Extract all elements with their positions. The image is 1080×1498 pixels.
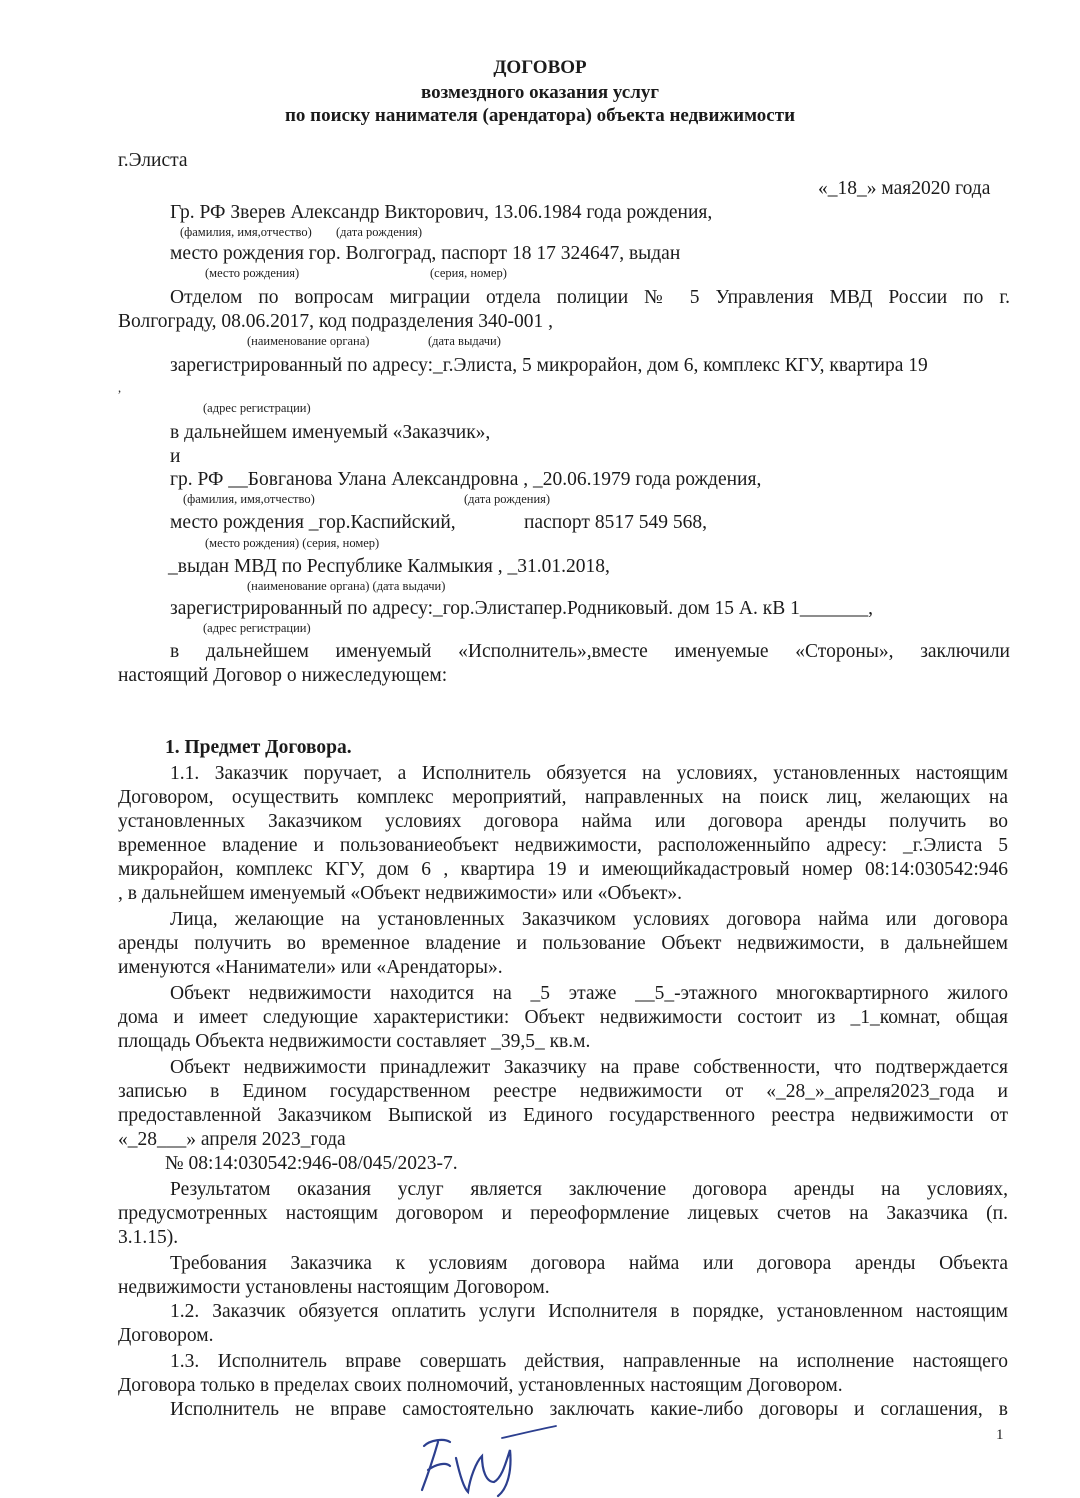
party1-hint-birthplace: (место рождения): [205, 266, 300, 280]
and-text: и: [170, 446, 181, 467]
party1-hint-passport: (серия, номер): [430, 266, 507, 280]
section1-line: предоставленной Заказчиком Выпиской из Единого государственного реестра недвижимости от: [118, 1105, 1008, 1126]
signature: [410, 1418, 560, 1498]
party2-line2b: паспорт 8517 549 568,: [524, 512, 707, 533]
section1-line: временное владение и пользованиеобъект недвижимости, расположенныйпо адресу: _г.Элиста 5: [118, 835, 1008, 856]
section1-line: установленных Заказчиком условиях договора найма или договора аренды получить во: [118, 811, 1008, 832]
party1-line3: Отделом по вопросам миграции отдела полиции № 5 Управления МВД России по г.: [170, 287, 1010, 308]
section1-line: 3.1.15).: [118, 1227, 179, 1248]
document-subtitle: возмездного оказания услуг: [421, 82, 659, 103]
section1-line: Лица, желающие на установленных Заказчиком условиях договора найма или договора: [170, 909, 1008, 930]
party1-hint-birthdate: (дата рождения): [336, 225, 423, 239]
section1-line: площадь Объекта недвижимости составляет _39,5_ кв.м.: [118, 1031, 591, 1052]
section1-line: именуются «Наниматели» или «Арендаторы».: [118, 957, 503, 978]
party2-line5: в дальнейшем именуемый «Исполнитель»,вместе именуемые «Стороны», заключили: [170, 641, 1010, 662]
party2-line1: гр. РФ __Бовганова Улана Александровна , _20.06.1979 года рождения,: [170, 469, 762, 490]
document-subtitle-2: по поиску нанимателя (арендатора) объекта недвижимости: [284, 105, 796, 126]
section1-line: Договором, осуществить комплекс мероприятий, направленных на поиск лиц, желающих на: [118, 787, 1008, 808]
party2-hint-birthplace: (место рождения) (серия, номер): [205, 536, 380, 550]
section1-line: 1.1. Заказчик поручает, а Исполнитель обязуется на условиях, установленных настоящим: [170, 763, 1008, 784]
party1-line1: Гр. РФ Зверев Александр Викторович, 13.06.1984 года рождения,: [170, 202, 713, 223]
section1-line: 1.3. Исполнитель вправе совершать действия, направленные на исполнение настоящего: [170, 1351, 1008, 1372]
section1-line: предусмотренных настоящим договором и переоформление лицевых счетов на Заказчика (п.: [118, 1203, 1008, 1224]
section1-line: записью в Едином государственном реестре недвижимости от «_28_»_апреля2023_года и: [118, 1081, 1008, 1102]
party2-hint-birthdate: (дата рождения): [464, 492, 551, 506]
section1-line: «_28___» апреля 2023_года: [118, 1129, 346, 1150]
section1-line: 1.2. Заказчик обязуется оплатить услуги Исполнителя в порядке, установленном настоящим: [170, 1301, 1008, 1322]
section1-line: № 08:14:030542:946-08/045/2023-7.: [165, 1153, 458, 1174]
section1-line: Результатом оказания услуг является заключение договора аренды на условиях,: [170, 1179, 1008, 1200]
party1-line5b: ,: [118, 381, 122, 395]
section1-heading: 1. Предмет Договора.: [165, 737, 352, 758]
party1-hint-authority: (наименование органа): [247, 334, 370, 348]
party2-hint-name: (фамилия, имя,отчество): [183, 492, 315, 506]
contract-place: г.Элиста: [118, 150, 188, 171]
section1-line: Договора только в пределах своих полномочий, установленных настоящим Договором.: [118, 1375, 843, 1396]
party2-line6: настоящий Договор о нижеследующем:: [118, 665, 448, 686]
section1-line: аренды получить во временное владение и пользование Объект недвижимости, в дальнейшем: [118, 933, 1008, 954]
section1-line: Договором.: [118, 1325, 214, 1346]
section1-line: недвижимости установлены настоящим Договором.: [118, 1277, 550, 1298]
party1-hint-address: (адрес регистрации): [203, 401, 311, 415]
page-number: 1: [996, 1427, 1004, 1443]
section1-line: дома и имеет следующие характеристики: Объект недвижимости состоит из _1_комнат, общая: [118, 1007, 1008, 1028]
section1-line: , в дальнейшем именуемый «Объект недвижимости» или «Объект».: [118, 883, 682, 904]
party1-hint-issue-date: (дата выдачи): [428, 334, 501, 348]
party2-hint-authority: (наименование органа) (дата выдачи): [247, 579, 446, 593]
section1-line: Требования Заказчика к условиям договора найма или договора аренды Объекта: [170, 1253, 1008, 1274]
contract-date: «_18_» мая2020 года: [818, 178, 991, 199]
party2-line2a: место рождения _гор.Каспийский,: [170, 512, 456, 533]
section1-line: Объект недвижимости находится на _5 этаже __5_-этажного многоквартирного жилого: [170, 983, 1008, 1004]
party1-line6: в дальнейшем именуемый «Заказчик»,: [170, 422, 491, 443]
party1-line5: зарегистрированный по адресу:_г.Элиста, 5 микрорайон, дом 6, комплекс КГУ, квартира 19: [170, 355, 928, 376]
section1-line: Исполнитель не вправе самостоятельно заключать какие-либо договоры и соглашения, в: [170, 1399, 1008, 1420]
section1-line: Объект недвижимости принадлежит Заказчику на праве собственности, что подтверждается: [170, 1057, 1008, 1078]
section1-line: микрорайон, комплекс КГУ, дом 6 , квартира 19 и имеющийкадастровый номер 08:14:030542:946: [118, 859, 1008, 880]
party2-hint-address: (адрес регистрации): [203, 621, 311, 635]
party2-line4: зарегистрированный по адресу:_гор.Элистапер.Родниковый. дом 15 А. кВ 1_______,: [170, 598, 873, 619]
party1-hint-name: (фамилия, имя,отчество): [180, 225, 312, 239]
party2-line3: _выдан МВД по Республике Калмыкия , _31.01.2018,: [168, 556, 610, 577]
document-title: ДОГОВОР: [493, 57, 587, 78]
party1-line2: место рождения гор. Волгоград, паспорт 18 17 324647, выдан: [170, 243, 681, 264]
party1-line4: Волгограду, 08.06.2017, код подразделения 340-001 ,: [118, 311, 554, 332]
